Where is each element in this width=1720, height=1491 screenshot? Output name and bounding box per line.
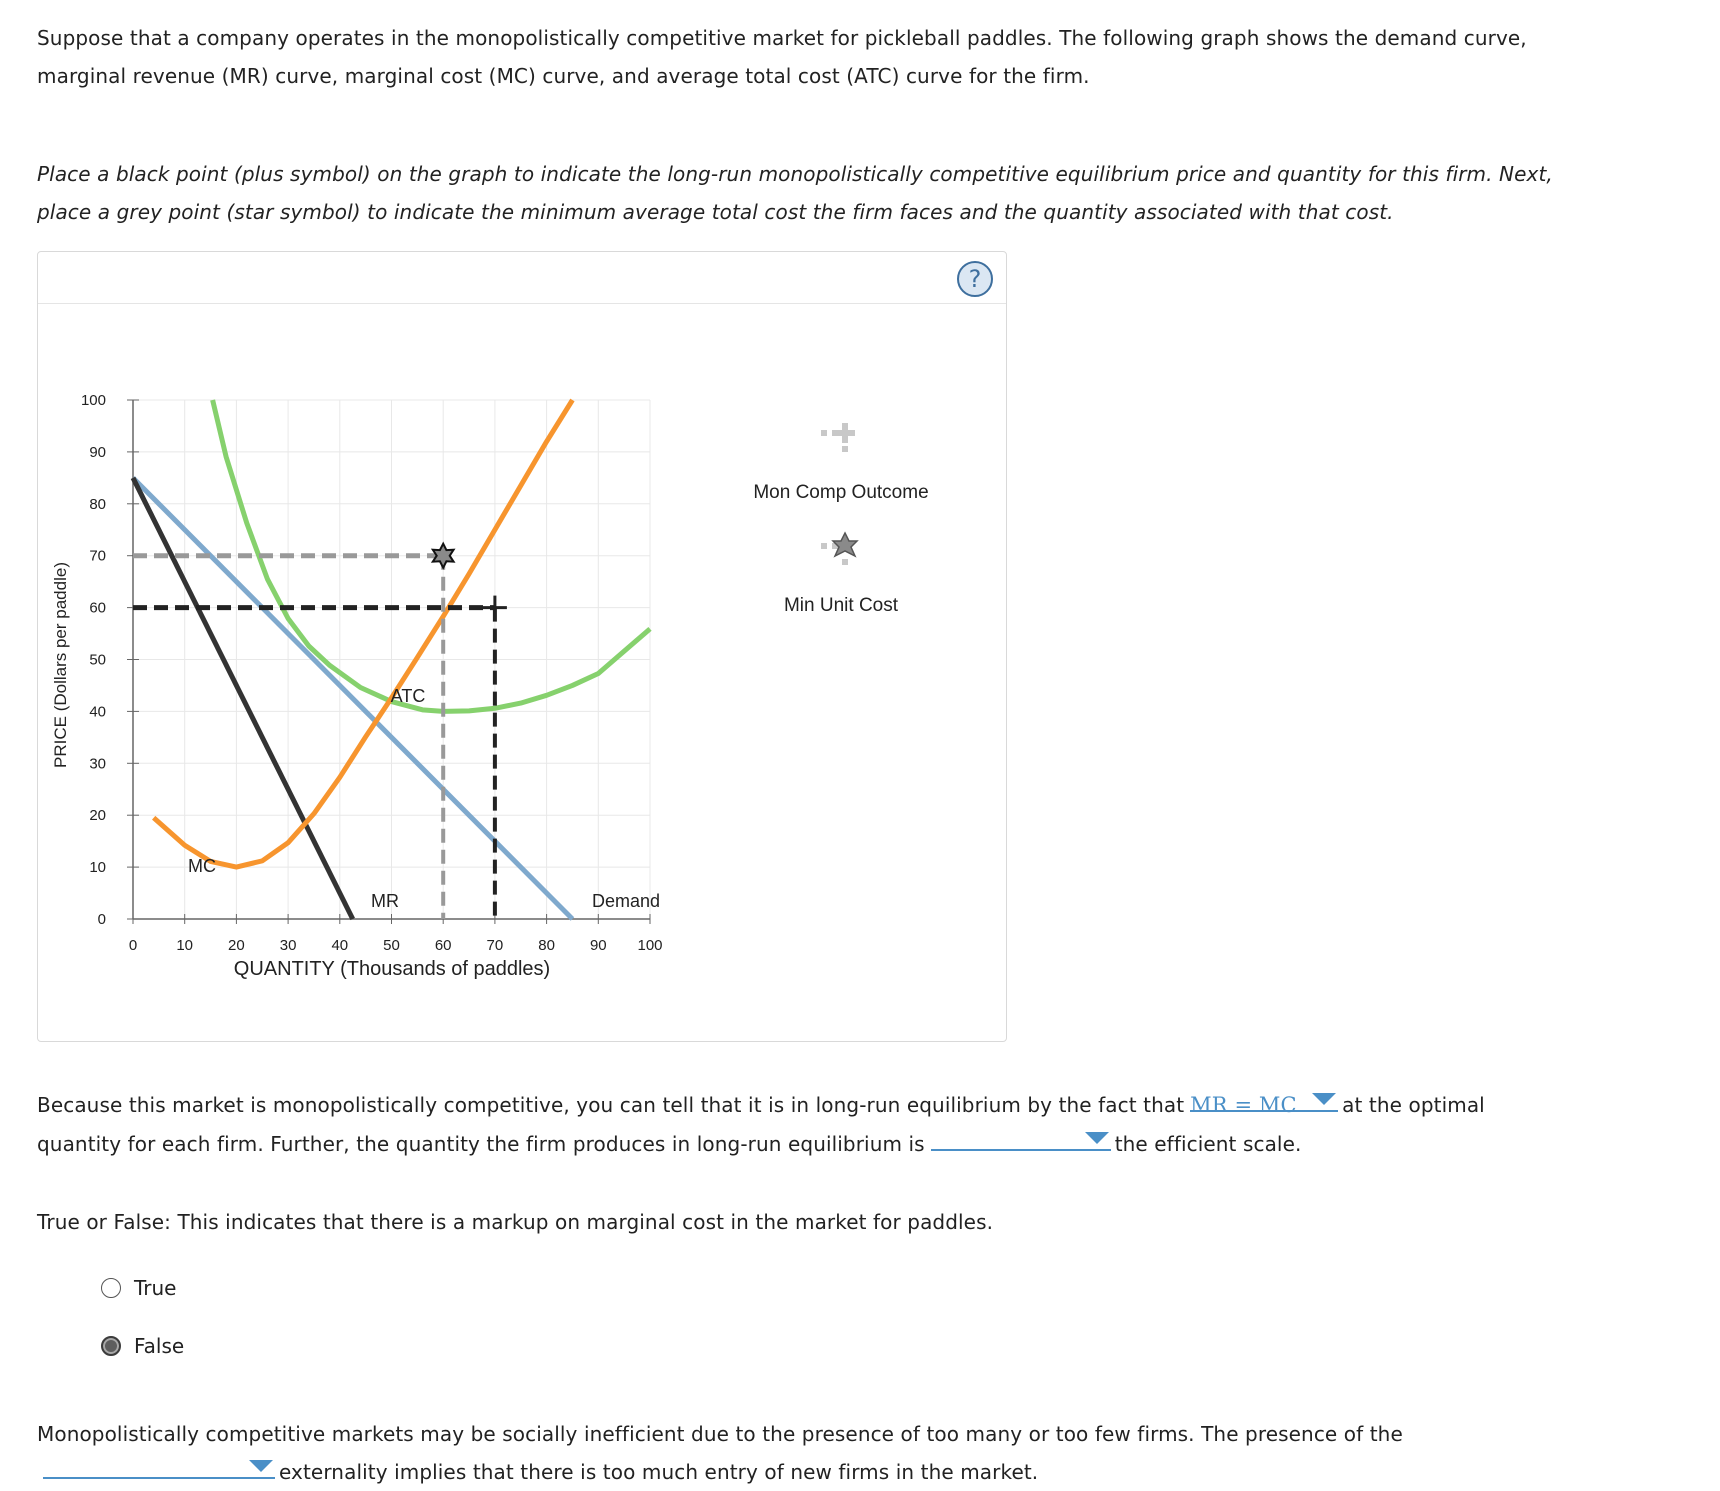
x-tick-label: 40 xyxy=(331,937,349,954)
radio-false[interactable] xyxy=(101,1336,121,1356)
intro-line-2: marginal revenue (MR) curve, marginal cost (MC) curve, and average total cost (ATC) curve for the firm. xyxy=(37,64,1090,88)
x-tick-label: 90 xyxy=(589,937,607,954)
q1-line-2 xyxy=(37,1125,1301,1163)
x-tick-label: 30 xyxy=(279,937,297,954)
y-axis-title: PRICE (Dollars per paddle) xyxy=(51,562,70,768)
instructions-line-1: Place a black point (plus symbol) on the graph to indicate the long-run monopolistically competitive equilibrium price and quantity for this firm. Next, xyxy=(37,162,1553,186)
y-tick-label: 0 xyxy=(97,911,106,928)
equilibrium-condition-dropdown[interactable] xyxy=(1190,1086,1338,1117)
mr-label: MR xyxy=(371,891,399,911)
radio-true-label[interactable]: True xyxy=(134,1276,177,1300)
externality-dropdown[interactable] xyxy=(43,1453,275,1479)
x-tick-label: 50 xyxy=(383,937,400,954)
efficient-scale-dropdown[interactable] xyxy=(931,1125,1111,1151)
x-tick-label: 60 xyxy=(434,937,452,954)
q2-prompt: True or False: This indicates that there is a markup on marginal cost in the market for paddles. xyxy=(37,1210,994,1234)
q3-line-2 xyxy=(37,1453,1038,1491)
help-icon[interactable]: ? xyxy=(957,261,993,297)
instructions-line-2: place a grey point (star symbol) to indicate the minimum average total cost the firm faces and the quantity associated with that cost. xyxy=(37,200,1394,224)
x-axis-title: QUANTITY (Thousands of paddles) xyxy=(233,958,551,980)
chevron-down-icon xyxy=(1312,1093,1336,1105)
palette-mon-comp-label: Mon Comp Outcome xyxy=(753,482,929,503)
efficient-scale-value xyxy=(931,1132,959,1156)
x-tick-label: 100 xyxy=(637,937,663,954)
q3-text-b: externality implies that there is too much entry of new firms in the market. xyxy=(279,1460,1039,1484)
chevron-down-icon xyxy=(249,1460,273,1472)
x-tick-label: 70 xyxy=(486,937,504,954)
graph-panel-header xyxy=(38,252,1006,304)
y-tick-label: 20 xyxy=(89,807,106,825)
demand-label: Demand xyxy=(591,891,661,911)
radio-false-label[interactable]: False xyxy=(134,1334,185,1358)
y-tick-label: 50 xyxy=(89,651,106,669)
x-tick-label: 20 xyxy=(228,937,245,954)
x-tick-label: 10 xyxy=(176,937,194,954)
y-tick-label: 90 xyxy=(89,443,106,461)
y-tick-label: 30 xyxy=(89,755,106,773)
mc-label: MC xyxy=(188,856,216,876)
radio-true[interactable] xyxy=(101,1278,121,1298)
x-tick-label: 0 xyxy=(128,937,138,954)
equilibrium-condition-value: MR = MC xyxy=(1190,1093,1297,1117)
y-tick-label: 70 xyxy=(89,547,106,565)
graph-panel xyxy=(37,251,1007,1042)
q1-text-d: the efficient scale. xyxy=(1114,1132,1302,1156)
q1-text-b: at the optimal xyxy=(1342,1093,1485,1117)
chevron-down-icon xyxy=(1085,1132,1109,1144)
x-tick-label: 80 xyxy=(538,937,555,954)
y-tick-label: 10 xyxy=(89,859,106,877)
externality-value xyxy=(43,1460,71,1484)
q1-line-1 xyxy=(37,1086,1485,1124)
y-tick-label: 40 xyxy=(89,703,106,721)
atc-label: ATC xyxy=(390,686,426,706)
q1-text-a: Because this market is monopolistically competitive, you can tell that it is in long-run equilibrium by the fact that xyxy=(37,1093,1185,1117)
q3-line-1: Monopolistically competitive markets may be socially inefficient due to the presence of too many or too few firms. The presence of the xyxy=(37,1422,1403,1446)
y-tick-label: 100 xyxy=(80,392,106,409)
y-tick-label: 80 xyxy=(89,495,106,513)
intro-line-1: Suppose that a company operates in the monopolistically competitive market for pickleball paddles. The following graph shows the demand curve, xyxy=(37,26,1527,50)
palette-min-cost-label: Min Unit Cost xyxy=(783,595,899,616)
q1-text-c: quantity for each firm. Further, the quantity the firm produces in long-run equilibrium is xyxy=(37,1132,925,1156)
y-tick-label: 60 xyxy=(89,599,106,617)
